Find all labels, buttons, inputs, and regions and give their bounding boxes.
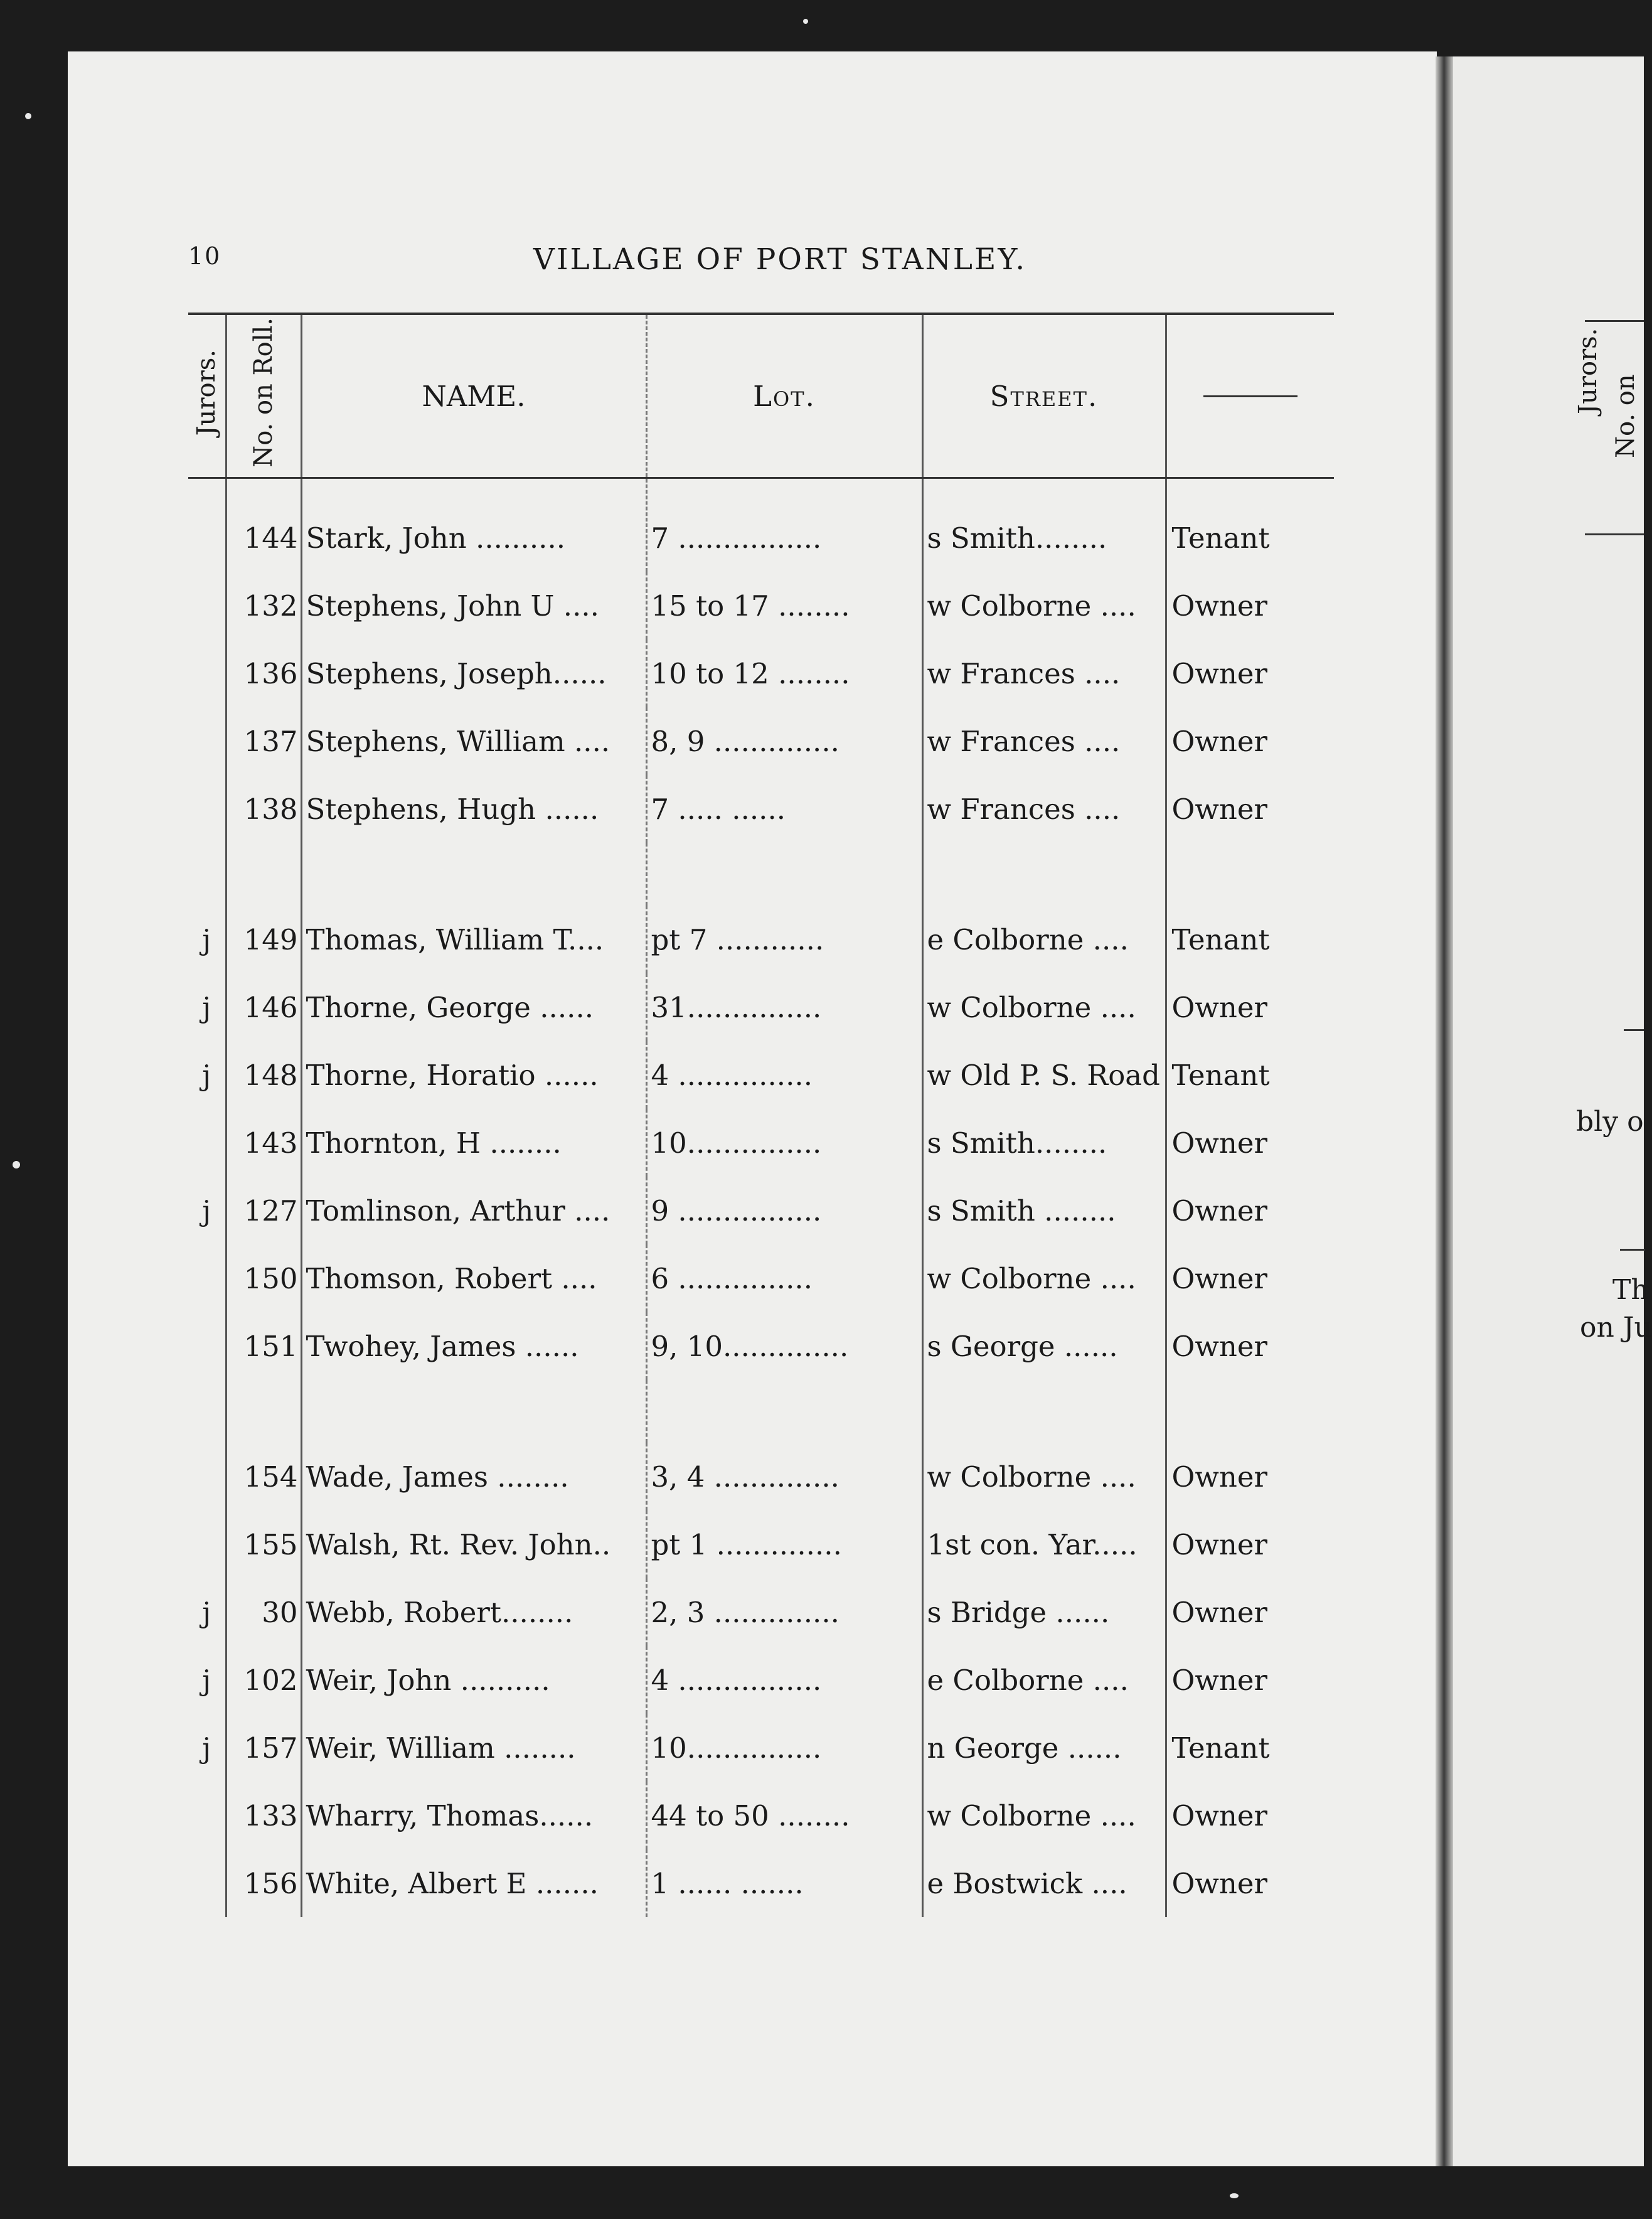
voter-name: White, Albert E ....... (301, 1849, 646, 1917)
table-row (188, 1041, 1334, 1109)
voter-name: Twohey, James ...... (301, 1312, 646, 1380)
facing-text-1: bly o (1576, 1106, 1644, 1138)
voter-name: Stephens, John U .... (301, 572, 646, 639)
street: w Colborne .... (922, 1443, 1166, 1511)
scan-speck (803, 19, 808, 24)
lot: 10............... (646, 1109, 922, 1177)
occupancy: Owner (1166, 1646, 1334, 1714)
spacer-cell (1166, 1380, 1334, 1443)
voter-name: Thomas, William T.... (301, 906, 646, 973)
street: w Frances .... (922, 775, 1166, 843)
roll-number: 137 (226, 707, 301, 775)
roll-number: 149 (226, 906, 301, 973)
street: w Frances .... (922, 707, 1166, 775)
juror-mark: j (202, 990, 211, 1024)
spacer-cell (188, 843, 226, 906)
spacer-cell (922, 843, 1166, 906)
juror-mark: j (202, 922, 211, 956)
lot: 9, 10.............. (646, 1312, 922, 1380)
table-row (188, 707, 1334, 775)
voter-name: Webb, Robert........ (301, 1578, 646, 1646)
occupancy: Owner (1166, 1109, 1334, 1177)
lot: 1 ...... ....... (646, 1849, 922, 1917)
voter-name: Thorne, George ...... (301, 973, 646, 1041)
occupancy: Owner (1166, 1443, 1334, 1511)
juror-mark: j (202, 1663, 211, 1697)
juror-mark: j (202, 1595, 211, 1629)
table-row (188, 1109, 1334, 1177)
spacer-cell (301, 1380, 646, 1443)
lot: pt 7 ............ (646, 906, 922, 973)
table-header-row (188, 314, 1334, 478)
occupancy: Tenant (1166, 1714, 1334, 1782)
juror-mark (188, 639, 226, 707)
table-row (188, 1849, 1334, 1917)
facing-rule-3 (1620, 1249, 1645, 1251)
voter-name: Stephens, Joseph...... (301, 639, 646, 707)
lot: 31............... (646, 973, 922, 1041)
header-jurors: Jurors. (188, 314, 226, 478)
lot: 6 ............... (646, 1244, 922, 1312)
lot: 8, 9 .............. (646, 707, 922, 775)
juror-mark (188, 1244, 226, 1312)
roll-number: 146 (226, 973, 301, 1041)
lot: 15 to 17 ........ (646, 572, 922, 639)
street: s Bridge ...... (922, 1578, 1166, 1646)
lot: 9 ................ (646, 1177, 922, 1244)
juror-mark (188, 775, 226, 843)
lot: 7 ..... ...... (646, 775, 922, 843)
lot: 44 to 50 ........ (646, 1782, 922, 1849)
roll-number: 157 (226, 1714, 301, 1782)
table-row (188, 1177, 1334, 1244)
table-body (188, 478, 1334, 1918)
table-row (188, 1714, 1334, 1782)
lot: 10............... (646, 1714, 922, 1782)
roll-number: 132 (226, 572, 301, 639)
roll-number: 156 (226, 1849, 301, 1917)
street: w Frances .... (922, 639, 1166, 707)
roll-number: 144 (226, 478, 301, 572)
roll-number: 143 (226, 1109, 301, 1177)
street: w Old P. S. Road (922, 1041, 1166, 1109)
header-lot: Lot. (646, 314, 922, 478)
juror-mark: j (202, 1194, 211, 1227)
facing-jurors-header: Jurors. (1574, 328, 1602, 414)
street: w Colborne .... (922, 572, 1166, 639)
street: 1st con. Yar..... (922, 1511, 1166, 1578)
roll-number: 154 (226, 1443, 301, 1511)
roll-number: 30 (226, 1578, 301, 1646)
occupancy: Owner (1166, 1578, 1334, 1646)
spacer-cell (226, 843, 301, 906)
occupancy: Owner (1166, 1849, 1334, 1917)
juror-mark: j (202, 1731, 211, 1765)
occupancy: Owner (1166, 775, 1334, 843)
juror-mark (188, 1312, 226, 1380)
voter-name: Stephens, William .... (301, 707, 646, 775)
roll-number: 136 (226, 639, 301, 707)
header-street: Street. (922, 314, 1166, 478)
table-row (188, 572, 1334, 639)
occupancy: Owner (1166, 1511, 1334, 1578)
table-row (188, 906, 1334, 973)
facing-text-3: on Ju (1580, 1312, 1652, 1344)
juror-mark (188, 1849, 226, 1917)
spacer-cell (1166, 843, 1334, 906)
voter-name: Thomson, Robert .... (301, 1244, 646, 1312)
voter-name: Weir, John .......... (301, 1646, 646, 1714)
juror-mark (188, 1782, 226, 1849)
voter-name: Stark, John .......... (301, 478, 646, 572)
juror-mark (188, 707, 226, 775)
table-row (188, 775, 1334, 843)
table-row (188, 973, 1334, 1041)
header-occupancy (1166, 314, 1334, 478)
juror-mark (188, 572, 226, 639)
roll-number: 127 (226, 1177, 301, 1244)
occupancy: Owner (1166, 707, 1334, 775)
spacer-cell (646, 1380, 922, 1443)
table-row (188, 1578, 1334, 1646)
occupancy: Owner (1166, 639, 1334, 707)
spacer-cell (188, 1380, 226, 1443)
occupancy: Owner (1166, 973, 1334, 1041)
voter-name: Wade, James ........ (301, 1443, 646, 1511)
facing-no-on-header: No. on (1611, 374, 1640, 458)
juror-mark: j (202, 1058, 211, 1092)
occupancy: Tenant (1166, 906, 1334, 973)
street: e Colborne .... (922, 1646, 1166, 1714)
facing-rule-bottom (1585, 533, 1644, 535)
table-spacer-row (188, 843, 1334, 906)
street: e Colborne .... (922, 906, 1166, 973)
voter-name: Walsh, Rt. Rev. John.. (301, 1511, 646, 1578)
table-row (188, 1511, 1334, 1578)
street: s George ...... (922, 1312, 1166, 1380)
spacer-cell (301, 843, 646, 906)
scan-speck (25, 113, 31, 119)
street: w Colborne .... (922, 1782, 1166, 1849)
occupancy: Owner (1166, 1177, 1334, 1244)
street: e Bostwick .... (922, 1849, 1166, 1917)
occupancy: Tenant (1166, 478, 1334, 572)
occupancy: Owner (1166, 572, 1334, 639)
voters-roll-table (188, 313, 1334, 1917)
juror-mark (188, 1109, 226, 1177)
occupancy: Owner (1166, 1244, 1334, 1312)
juror-mark (188, 1511, 226, 1578)
spacer-cell (226, 1380, 301, 1443)
spacer-cell (922, 1380, 1166, 1443)
facing-text-2: Th (1612, 1274, 1649, 1306)
header-name: NAME. (301, 314, 646, 478)
voter-name: Stephens, Hugh ...... (301, 775, 646, 843)
juror-mark (188, 478, 226, 572)
table-row (188, 1782, 1334, 1849)
street: w Colborne .... (922, 973, 1166, 1041)
lot: 7 ................ (646, 478, 922, 572)
street: s Smith........ (922, 478, 1166, 572)
street: s Smith ........ (922, 1177, 1166, 1244)
roll-number: 155 (226, 1511, 301, 1578)
facing-rule-top (1585, 320, 1644, 322)
scan-speck (13, 1161, 20, 1168)
voter-name: Wharry, Thomas...... (301, 1782, 646, 1849)
roll-number: 148 (226, 1041, 301, 1109)
table-spacer-row (188, 1380, 1334, 1443)
occupancy: Owner (1166, 1782, 1334, 1849)
spacer-cell (646, 843, 922, 906)
table-row (188, 1312, 1334, 1380)
right-page (1453, 56, 1652, 2166)
street: w Colborne .... (922, 1244, 1166, 1312)
lot: pt 1 .............. (646, 1511, 922, 1578)
occupancy: Owner (1166, 1312, 1334, 1380)
table-row (188, 1244, 1334, 1312)
voter-name: Thorne, Horatio ...... (301, 1041, 646, 1109)
page-number: 10 (188, 242, 221, 270)
lot: 2, 3 .............. (646, 1578, 922, 1646)
occupancy: Tenant (1166, 1041, 1334, 1109)
table-row (188, 478, 1334, 572)
page-fold (1436, 56, 1454, 2166)
table-row (188, 1443, 1334, 1511)
voter-name: Weir, William ........ (301, 1714, 646, 1782)
lot: 10 to 12 ........ (646, 639, 922, 707)
roll-number: 133 (226, 1782, 301, 1849)
page-title: VILLAGE OF PORT STANLEY. (533, 242, 1027, 277)
roll-number: 151 (226, 1312, 301, 1380)
lot: 4 ............... (646, 1041, 922, 1109)
roll-number: 102 (226, 1646, 301, 1714)
street: n George ...... (922, 1714, 1166, 1782)
roll-number: 150 (226, 1244, 301, 1312)
voter-name: Thornton, H ........ (301, 1109, 646, 1177)
scan-speck (1230, 2193, 1239, 2198)
lot: 4 ................ (646, 1646, 922, 1714)
lot: 3, 4 .............. (646, 1443, 922, 1511)
table-row (188, 639, 1334, 707)
voter-name: Tomlinson, Arthur .... (301, 1177, 646, 1244)
juror-mark (188, 1443, 226, 1511)
roll-number: 138 (226, 775, 301, 843)
street: s Smith........ (922, 1109, 1166, 1177)
facing-rule-2 (1624, 1029, 1644, 1031)
table-row (188, 1646, 1334, 1714)
header-no-on-roll: No. on Roll. (226, 314, 301, 478)
